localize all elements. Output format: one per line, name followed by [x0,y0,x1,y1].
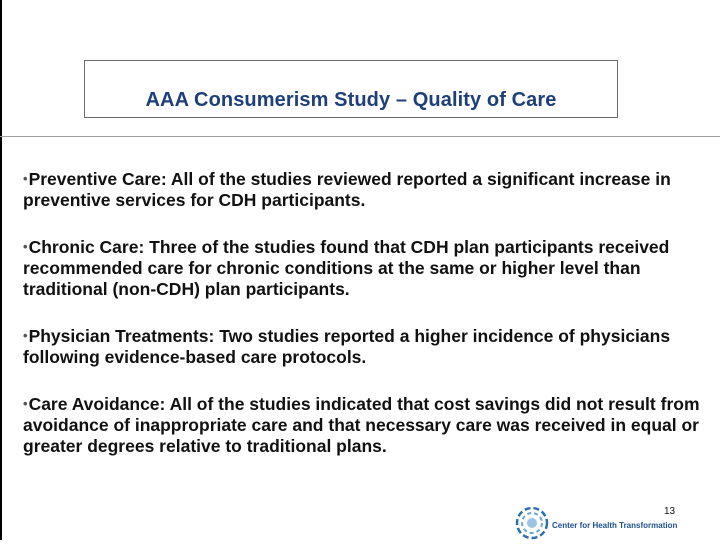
bullet-dot: • [23,328,28,343]
bullet-list [23,168,713,482]
bullet-dot: • [23,396,28,411]
slide-title: AAA Consumerism Study – Quality of Care [145,89,557,111]
bullet-text: Care Avoidance: All of the studies indicated that cost savings did not result from avoidance of inappropriate care and that necessary care was received in equal or greater degrees relative to traditional plans. [23,394,700,456]
bullet-text: Preventive Care: All of the studies reviewed reported a significant increase in preventive services for CDH participants. [23,169,671,210]
page-number: 13 [664,506,676,517]
bullet-preventive-care [23,168,713,211]
left-edge-rule [0,0,2,540]
bullet-text: Physician Treatments: Two studies reported a higher incidence of physicians following evidence-based care protocols. [23,326,671,367]
title-divider [0,136,720,137]
bullet-chronic-care [23,236,713,300]
logo-wordmark: Center for Health Transformation [552,521,678,530]
swirl-logo-icon [514,505,550,541]
title-box [84,60,618,118]
bullet-care-avoidance [23,393,713,457]
bullet-dot: • [23,171,28,186]
bullet-dot: • [23,239,28,254]
bullet-text: Chronic Care: Three of the studies found that CDH plan participants received recommended care for chronic conditions at the same or higher level than traditional (non-CDH) plan participants. [23,237,670,299]
bullet-physician-treatments [23,325,713,368]
